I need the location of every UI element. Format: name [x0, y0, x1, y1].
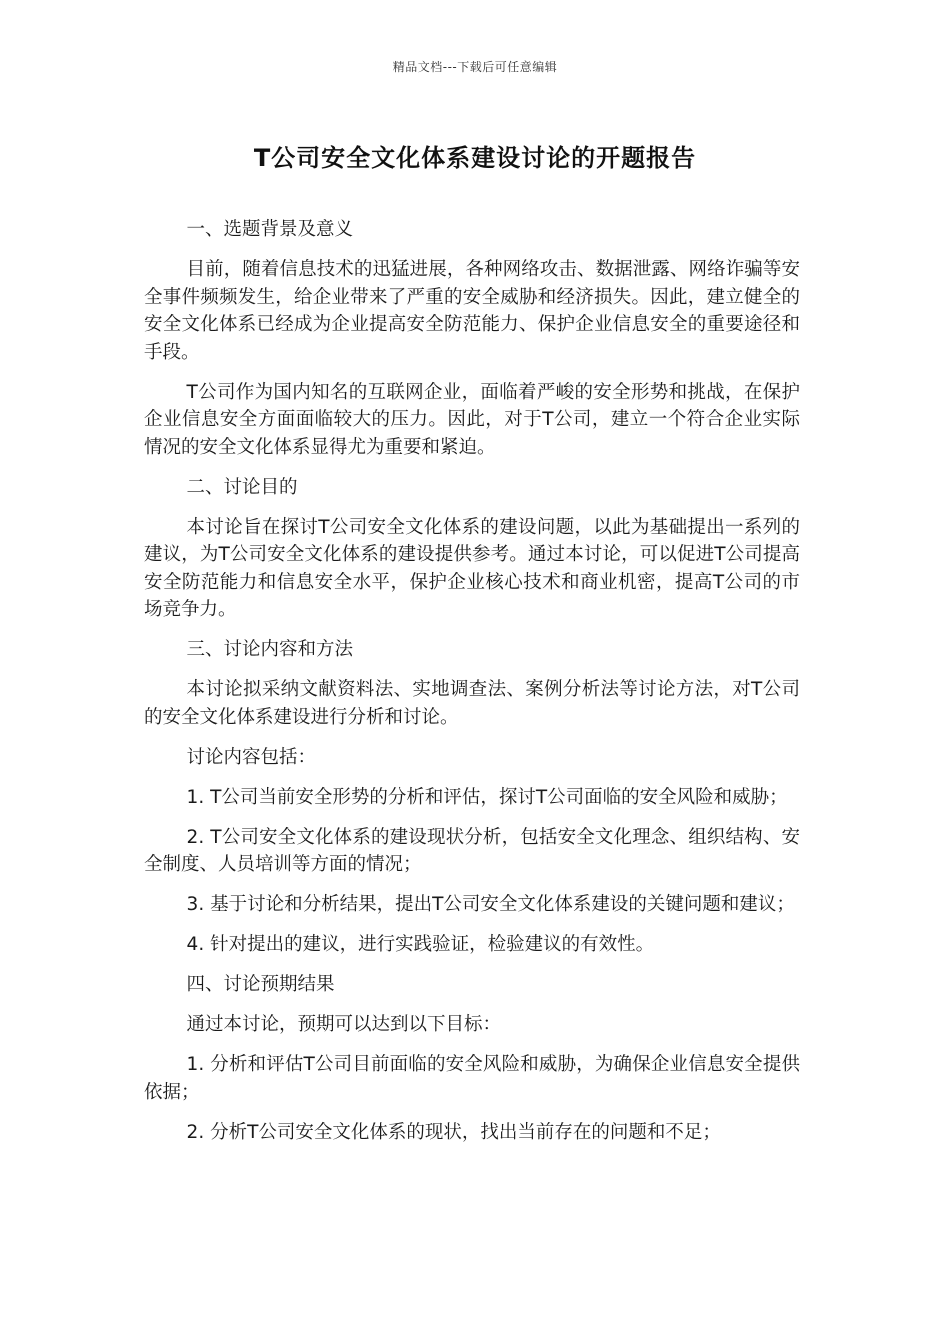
- page-title: T公司安全文化体系建设讨论的开题报告: [253, 144, 697, 172]
- list-item: 2. 分析T公司安全文化体系的现状，找出当前存在的问题和不足；: [186, 1121, 721, 1143]
- paragraph: T公司作为国内知名的互联网企业，面临着严峻的安全形势和挑战，在保护企业信息安全方面面临较大的压力。因此，对于T公司，建立一个符合企业实际情况的安全文化体系显得尤为重要和紧迫。: [144, 381, 800, 458]
- section-heading-2: 二、讨论目的: [186, 476, 298, 498]
- section-heading-3: 三、讨论内容和方法: [186, 639, 354, 660]
- paragraph: 讨论内容包括：: [186, 746, 317, 768]
- list-item: 4. 针对提出的建议，进行实践验证，检验建议的有效性。: [186, 934, 655, 955]
- paragraph: 通过本讨论，预期可以达到以下目标：: [186, 1014, 502, 1035]
- paragraph: 本讨论拟采纳文献资料法、实地调查法、案例分析法等讨论方法，对T公司的安全文化体系建设进行分析和讨论。: [144, 679, 800, 728]
- header-note: 精品文档---下载后可任意编辑: [392, 60, 558, 74]
- paragraph: 目前，随着信息技术的迅猛进展，各种网络攻击、数据泄露、网络诈骗等安全事件频频发生，给企业带来了严重的安全威胁和经济损失。因此，建立健全的安全文化体系已经成为企业提高安全防范能力、保护企业信息安全的重要途径和手段。: [144, 259, 800, 363]
- document-body: [144, 216, 800, 1159]
- list-item: 3. 基于讨论和分析结果，提出T公司安全文化体系建设的关键问题和建议；: [186, 894, 795, 915]
- list-item: 1. 分析和评估T公司目前面临的安全风险和威胁，为确保企业信息安全提供依据；: [144, 1054, 800, 1103]
- list-item: 2. T公司安全文化体系的建设现状分析，包括安全文化理念、组织结构、安全制度、人员培训等方面的情况；: [144, 826, 800, 875]
- paragraph: 本讨论旨在探讨T公司安全文化体系的建设问题，以此为基础提出一系列的建议，为T公司安全文化体系的建设提供参考。通过本讨论，可以促进T公司提高安全防范能力和信息安全水平，保护企业核心技术和商业机密，提高T公司的市场竞争力。: [144, 516, 800, 620]
- list-item: 1. T公司当前安全形势的分析和评估，探讨T公司面临的安全风险和威胁；: [186, 786, 788, 808]
- section-heading-4: 四、讨论预期结果: [186, 974, 335, 995]
- section-heading-1: 一、选题背景及意义: [186, 219, 354, 240]
